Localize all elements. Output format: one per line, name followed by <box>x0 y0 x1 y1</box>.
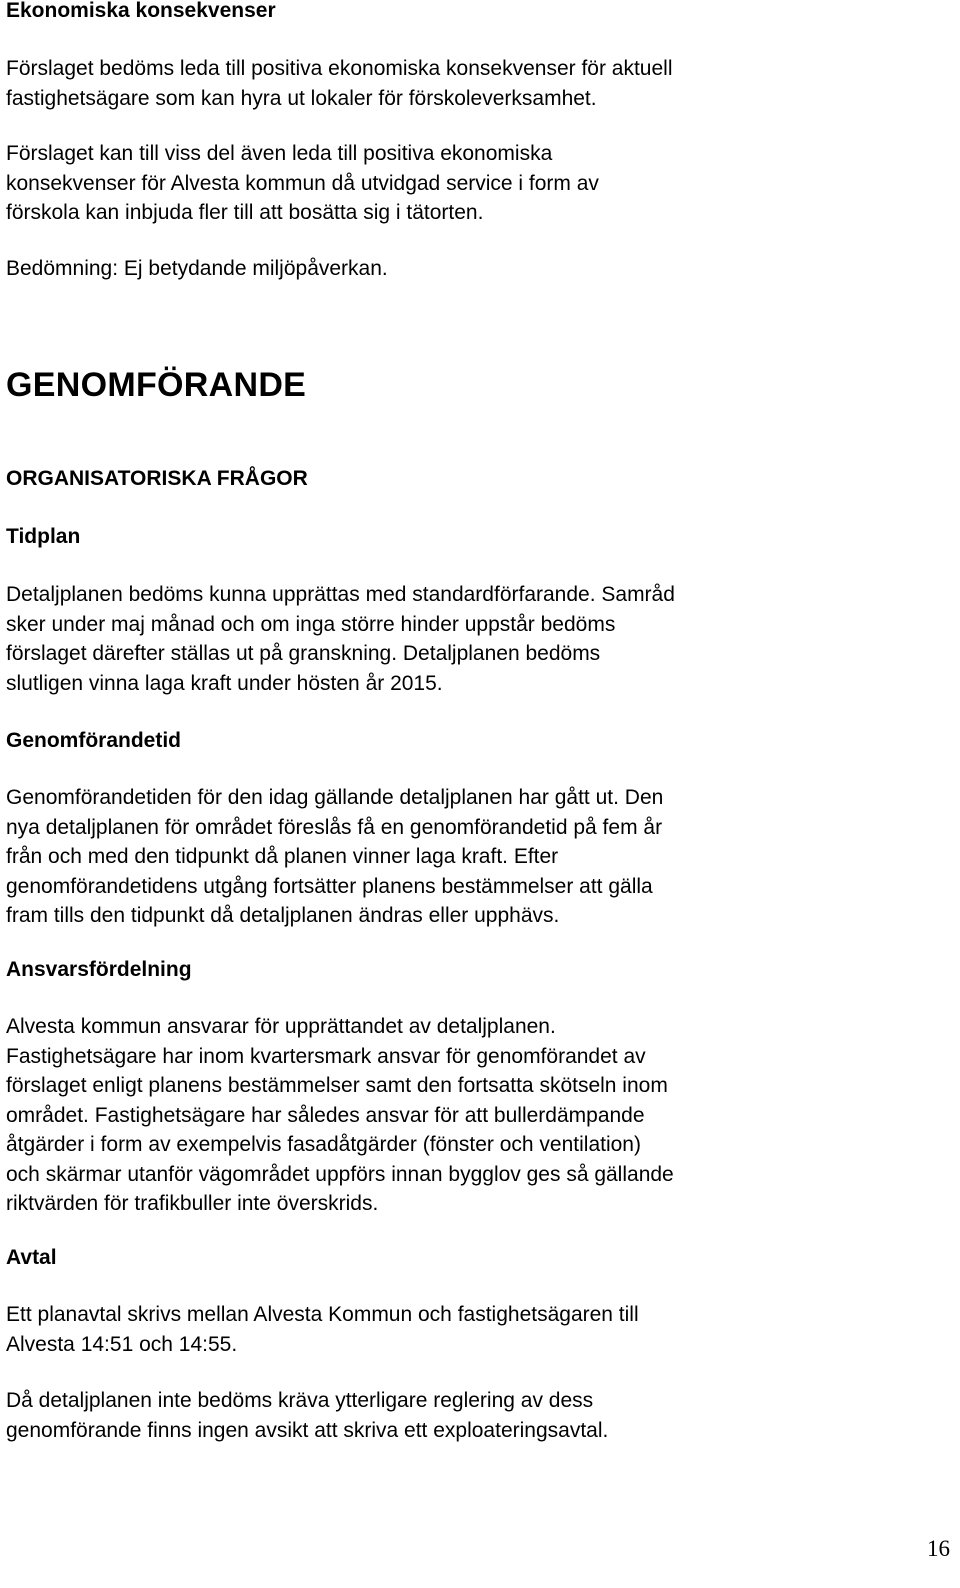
subheading-responsibility: Ansvarsfördelning <box>6 958 192 981</box>
page-number: 16 <box>927 1536 950 1561</box>
paragraph-plan-agreement: Ett planavtal skrivs mellan Alvesta Kommun och fastighetsägaren till Alvesta 14:51 och 14:55. <box>6 1303 639 1356</box>
paragraph-implementation-period: Genomförandetiden för den idag gällande detaljplanen har gått ut. Den nya detaljplanen för området föreslås få en genomförandetid på fem år från och med den tidpunkt då planen vinner laga kraft. Efter genomförandetidens utgång fortsätter planens bestämmelser att gälla fram tills den tidpunkt då detaljplanen ändras eller upphävs. <box>6 786 664 927</box>
paragraph-responsibility: Alvesta kommun ansvarar för upprättandet av detaljplanen. Fastighetsägare har inom kvartersmark ansvar för genomförandet av förslaget enligt planens bestämmelser samt den fortsatta skötseln inom området. Fastighetsägare har således ansvar för att bullerdämpande åtgärder i form av exempelvis fasadåtgärder (fönster och ventilation) och skärmar utanför vägområdet uppförs innan bygglov ges så gällande riktvärden för trafikbuller inte överskrids. <box>6 1015 674 1215</box>
section-heading-economic-consequences: Ekonomiska konsekvenser <box>6 0 276 22</box>
paragraph-schedule: Detaljplanen bedöms kunna upprättas med standardförfarande. Samråd sker under maj månad och om inga större hinder uppstår bedöms förslaget därefter ställas ut på granskning. Detaljplanen bedöms slutligen vinna laga kraft under hösten år 2015. <box>6 583 675 695</box>
assessment-statement: Bedömning: Ej betydande miljöpåverkan. <box>6 257 388 280</box>
paragraph-economic-positive: Förslaget bedöms leda till positiva ekonomiska konsekvenser för aktuell fastighetsägare som kan hyra ut lokaler för förskoleverksamhet. <box>6 57 673 110</box>
paragraph-exploitation-agreement: Då detaljplanen inte bedöms kräva ytterligare reglering av dess genomförande finns ingen avsikt att skriva ett exploateringsavtal. <box>6 1389 609 1442</box>
subheading-schedule: Tidplan <box>6 525 81 548</box>
paragraph-economic-municipality: Förslaget kan till viss del även leda till positiva ekonomiska konsekvenser för Alvesta kommun då utvidgad service i form av förskola kan inbjuda fler till att bosätta sig i tätorten. <box>6 142 599 224</box>
subheading-agreement: Avtal <box>6 1246 57 1269</box>
chapter-title-implementation: GENOMFÖRANDE <box>6 366 307 404</box>
subheading-implementation-period: Genomförandetid <box>6 729 182 752</box>
section-heading-organisational: ORGANISATORISKA FRÅGOR <box>6 467 308 490</box>
